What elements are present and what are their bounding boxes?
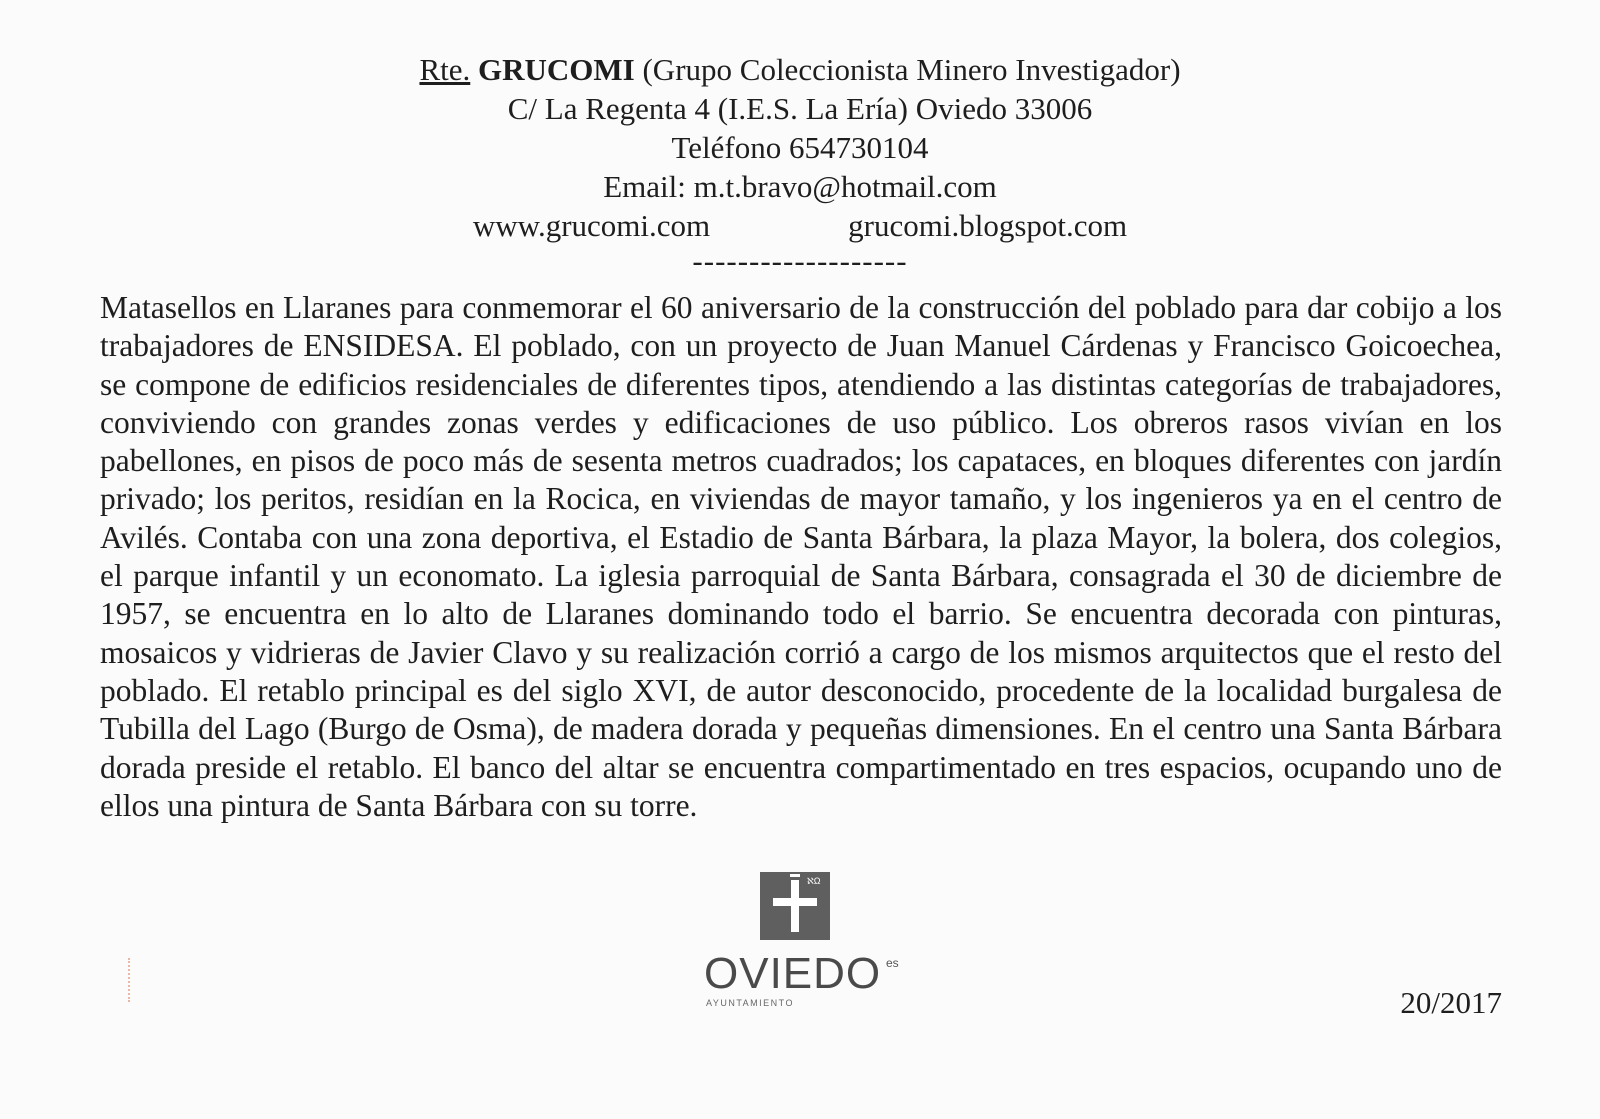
logo-superscript: es	[886, 956, 899, 970]
address: C/ La Regenta 4 (I.E.S. La Ería) Oviedo 33006	[507, 91, 1093, 126]
web-links	[0, 206, 1600, 245]
sender-header	[0, 50, 1600, 280]
logo-wordmark: OVIEDO	[704, 949, 882, 998]
rte-label: Rte.	[419, 52, 471, 87]
org-name: GRUCOMI	[478, 52, 635, 87]
email: Email: m.t.bravo@hotmail.com	[603, 169, 997, 204]
sender-line	[0, 50, 1600, 89]
website-link: www.grucomi.com	[472, 208, 711, 243]
asturias-cross-icon	[760, 872, 830, 940]
reference-number: 20/2017	[1400, 985, 1502, 1020]
divider: -------------------	[692, 243, 908, 278]
oviedo-logo	[704, 872, 914, 1022]
body-paragraph: Matasellos en Llaranes para conmemorar el 60 aniversario de la construcción del poblado para dar cobijo a los trabajadores de ENSIDESA. El poblado, con un proyecto de Juan Manuel Cárdenas y Francisco Goicoechea, se compone de edificios residenciales de diferentes tipos, atendiendo a las distintas categorías de trabajadores, conviviendo con grandes zonas verdes y edificaciones de uso público. Los obreros rasos vivían en los pabellones, en pisos de poco más de sesenta metros cuadrados; los capataces, en bloques diferentes con jardín privado; los peritos, residían en la Rocica, en viviendas de mayor tamaño, y los ingenieros ya en el centro de Avilés. Contaba con una zona deportiva, el Estadio de Santa Bárbara, la plaza Mayor, la bolera, dos colegios, el parque infantil y un economato. La iglesia parroquial de Santa Bárbara, consagrada el 30 de diciembre de 1957, se encuentra en lo alto de Llaranes dominando todo el barrio. Se encuentra decorada con pinturas, mosaicos y vidrieras de Javier Clavo y su realización corrió a cargo de los mismos arquitectos que el resto del poblado. El retablo principal es del siglo XVI, de autor desconocido, procedente de la localidad burgalesa de Tubilla del Lago (Burgo de Osma), de madera dorada y pequeñas dimensiones. En el centro una Santa Bárbara dorada preside el retablo. El banco del altar se encuentra compartimentado en tres espacios, ocupando uno de ellos una pintura de Santa Bárbara con su torre.	[100, 290, 1502, 823]
blog-link: grucomi.blogspot.com	[848, 208, 1128, 243]
org-full-name: (Grupo Coleccionista Minero Investigador)	[642, 52, 1181, 87]
ink-smudge	[128, 958, 133, 1002]
phone: Teléfono 654730104	[671, 130, 929, 165]
svg-text:ℵΩ: ℵΩ	[807, 876, 821, 886]
logo-subtitle: AYUNTAMIENTO	[706, 998, 795, 1008]
